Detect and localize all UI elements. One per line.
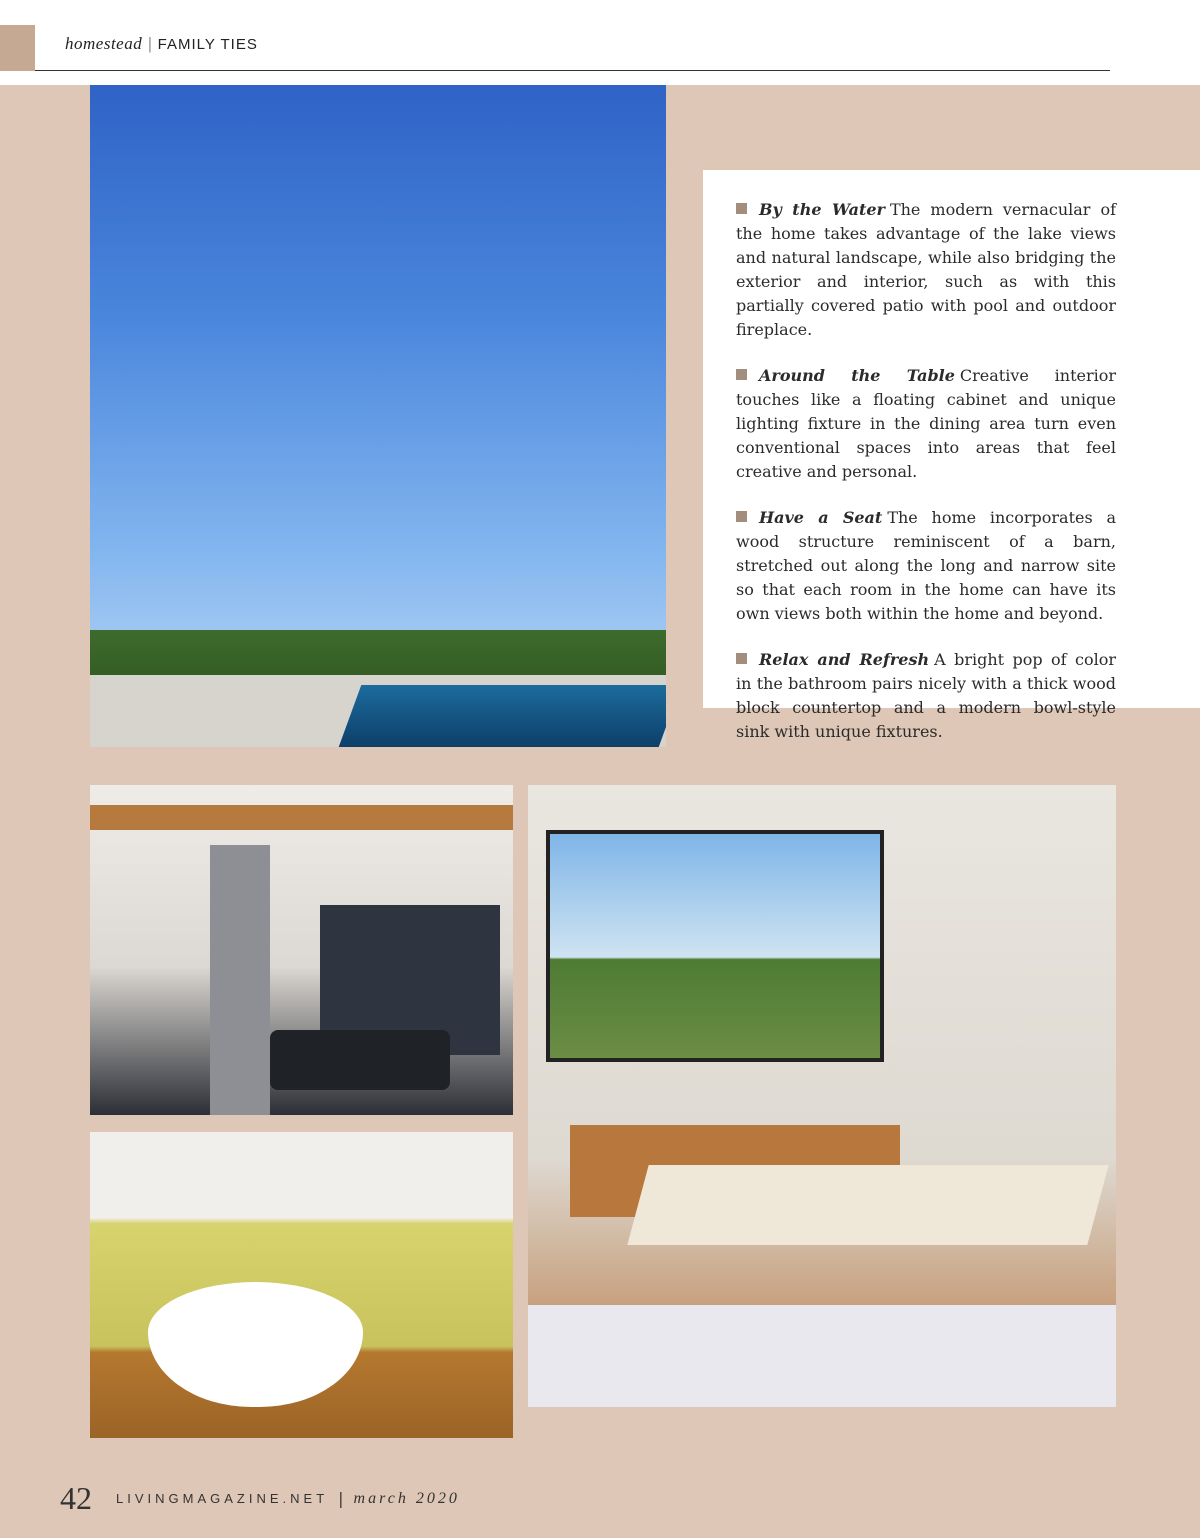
caption-relax-and-refresh bbox=[736, 648, 1116, 744]
running-header bbox=[65, 34, 258, 54]
caption-have-a-seat bbox=[736, 506, 1116, 626]
footer-site: LIVINGMAGAZINE.NET bbox=[116, 1491, 329, 1506]
page-number: 42 bbox=[60, 1480, 92, 1516]
header-separator: | bbox=[148, 34, 152, 53]
caption-by-the-water bbox=[736, 198, 1116, 342]
caption-title: Have a Seat bbox=[759, 508, 883, 527]
page-footer bbox=[60, 1480, 460, 1517]
caption-text: The modern vernacular of the home takes advantage of the lake views and natural landscape, while also bridging the exterior and interior, such as with this partially covered patio with pool and outdoor fireplace. bbox=[736, 200, 1117, 339]
caption-around-the-table bbox=[736, 364, 1116, 484]
header-series: FAMILY TIES bbox=[157, 36, 258, 53]
header-rule bbox=[35, 70, 1110, 71]
caption-title: By the Water bbox=[759, 200, 885, 219]
caption-text: A bright pop of color in the bathroom pairs nicely with a thick wood block countertop and a modern bowl-style sink with unique fixtures. bbox=[736, 650, 1117, 741]
caption-text: Creative interior touches like a floating cabinet and unique lighting fixture in the dining area turn even conventional spaces into areas that feel creative and personal. bbox=[736, 366, 1117, 481]
square-bullet-icon bbox=[736, 203, 747, 214]
section-tab-accent bbox=[0, 25, 35, 71]
caption-text: The home incorporates a wood structure reminiscent of a barn, stretched out along the long and narrow site so that each room in the home can have its own views both within the home and beyond. bbox=[736, 508, 1116, 623]
caption-title: Around the Table bbox=[759, 366, 955, 385]
living-kitchen-photo bbox=[90, 785, 513, 1115]
footer-separator: | bbox=[338, 1489, 344, 1508]
square-bullet-icon bbox=[736, 511, 747, 522]
patio-pool-photo bbox=[90, 85, 666, 747]
caption-title: Relax and Refresh bbox=[759, 650, 930, 669]
square-bullet-icon bbox=[736, 653, 747, 664]
bathroom-sink-photo bbox=[90, 1132, 513, 1438]
footer-date: march 2020 bbox=[353, 1489, 460, 1507]
header-section: homestead bbox=[65, 34, 143, 53]
square-bullet-icon bbox=[736, 369, 747, 380]
dining-room-photo bbox=[528, 785, 1116, 1407]
captions-box bbox=[703, 170, 1200, 741]
